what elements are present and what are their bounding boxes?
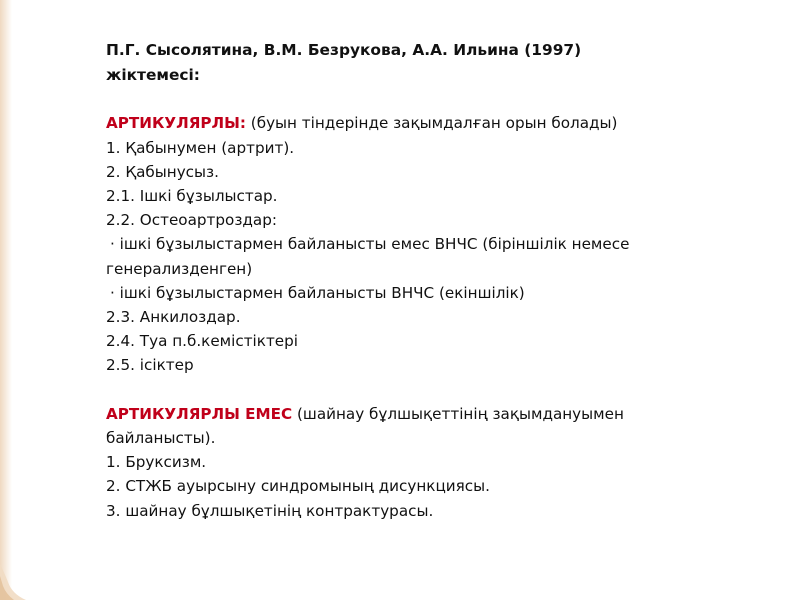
list-item: 1. Қабынумен (артрит). (106, 138, 295, 157)
list-item: 2.2. Остеоартроздар: (106, 211, 277, 230)
slide-content (106, 38, 766, 523)
title-line-1: П.Г. Сысолятина, В.М. Безрукова, А.А. Ильина (1997) (106, 41, 582, 59)
list-item: 2.3. Анкилоздар. (106, 308, 241, 326)
non-articular-note: (шайнау бұлшықеттінің зақымдануымен (292, 404, 624, 423)
spacer (106, 378, 766, 402)
list-item: · ішкі бұзылыстармен байланысты ВНЧС (екіншілік) (110, 283, 525, 302)
list-item: 3. шайнау бұлшықетінің контрактурасы. (106, 501, 434, 520)
title-line-2: жіктемесі: (106, 65, 200, 84)
page-curl-ornament (0, 564, 40, 600)
non-articular-heading: АРТИКУЛЯРЛЫ ЕМЕС (106, 404, 293, 423)
list-item: 2.5. ісіктер (106, 356, 194, 375)
articular-heading: АРТИКУЛЯРЛЫ: (106, 114, 246, 133)
list-item: 1. Бруксизм. (106, 453, 207, 472)
non-articular-note-line-2: байланысты). (106, 429, 216, 447)
list-item: 2.4. Туа п.б.кемістіктері (106, 332, 298, 351)
articular-heading-line (106, 111, 766, 135)
list-item: · ішкі бұзылыстармен байланысты емес ВНЧС (біріншілік немесе (110, 235, 630, 254)
list-item: 2.1. Ішкі бұзылыстар. (106, 186, 278, 205)
list-item: генерализденген) (106, 259, 253, 278)
articular-note: (буын тіндерінде зақымдалған орын болады) (245, 114, 618, 133)
list-item: 2. СТЖБ ауырсыну синдромының дисункциясы. (106, 477, 490, 496)
non-articular-heading-line (106, 402, 766, 426)
spacer (106, 87, 766, 111)
list-item: 2. Қабынусыз. (106, 162, 219, 181)
slide-edge-decoration (0, 0, 12, 600)
